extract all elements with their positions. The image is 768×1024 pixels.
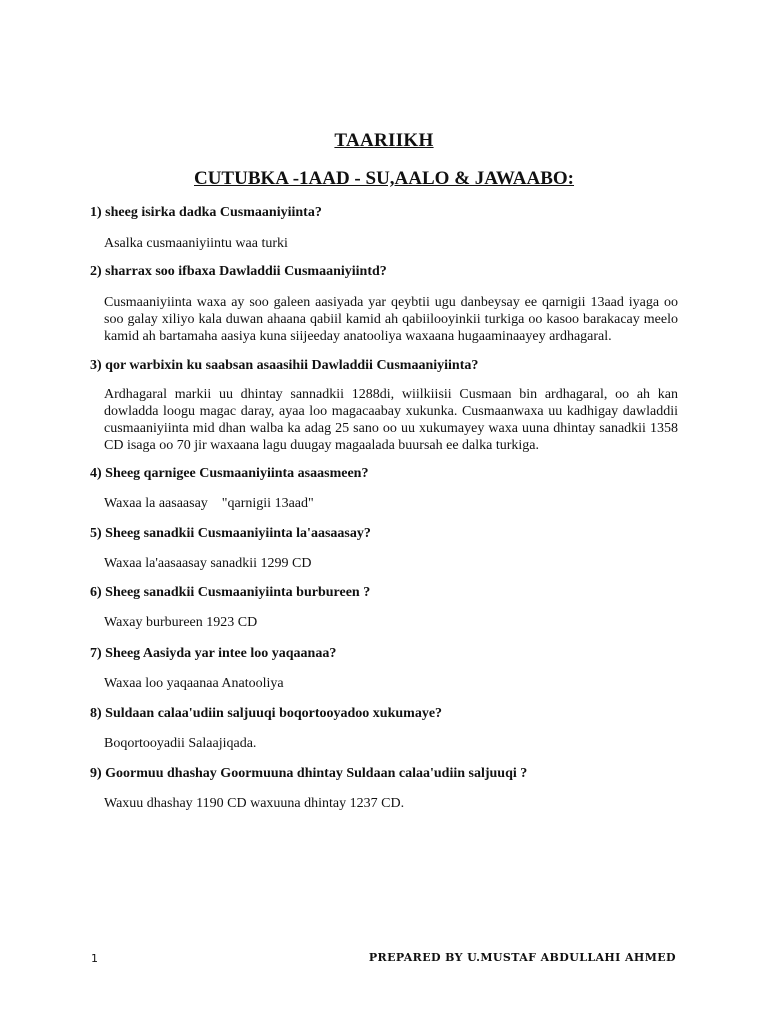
question-4: 4) Sheeg qarnigee Cusmaaniyiinta asaasmeen? <box>90 466 369 481</box>
chapter-heading: CUTUBKA -1AAD - SU,AALO & JAWAABO: <box>193 168 575 189</box>
answer-8: Boqortooyadii Salaajiqada. <box>104 736 257 751</box>
question-3: 3) qor warbixin ku saabsan asaasihii Dawladdii Cusmaaniyiinta? <box>90 358 479 373</box>
answer-1: Asalka cusmaaniyiintu waa turki <box>104 236 288 251</box>
answer-9: Waxuu dhashay 1190 CD waxuuna dhintay 1237 CD. <box>104 796 405 811</box>
answer-5: Waxaa la'aasaasay sanadkii 1299 CD <box>104 556 312 571</box>
question-8: 8) Suldaan calaa'udiin saljuuqi boqortooyadoo xukumaye? <box>90 706 443 721</box>
question-1: 1) sheeg isirka dadka Cusmaaniyiinta? <box>90 205 322 220</box>
page-number: 1 <box>91 952 98 965</box>
answer-4: Waxaa la aasaasay "qarnigii 13aad" <box>104 496 314 511</box>
question-7: 7) Sheeg Aasiyda yar intee loo yaqaanaa? <box>90 646 337 661</box>
answer-3: Ardhagaral markii uu dhintay sannadkii 1288di, wiilkiisii Cusmaan bin ardhagaral, oo ah kan dowladda loogu magac daray, ayaa loo magacaabay xukunka. Cusmaanwaxa uu kadhigay dawladdii cusmaaniyiinta mid dhan walba ka adag 25 sano oo uu xukumayey waxa uuna dhintay sanadkii 1358 CD isaga oo 70 jir waxaana lagu duugay magaalada buursah ee dalka turkiga. <box>104 387 678 453</box>
answer-6: Waxay burbureen 1923 CD <box>104 615 258 630</box>
answer-2: Cusmaaniyiinta waxa ay soo galeen aasiyada yar qeybtii ugu danbeysay ee qarnigii 13aad iyaga oo soo galay xiliyo kala duwan ahaana qabiil kamid ah qabiilooyinkii turkiga oo kasoo barakacay meelo kamid ah bartamaha aasiya kuna siijeeday anatooliya waxaana hugaaminaayey ardhagaral. <box>104 295 678 344</box>
question-6: 6) Sheeg sanadkii Cusmaaniyiinta burbureen ? <box>90 585 371 600</box>
document-title: TAARIIKH <box>334 130 434 151</box>
question-2: 2) sharrax soo ifbaxa Dawladdii Cusmaaniyiintd? <box>90 264 387 279</box>
prepared-by: PREPARED BY U.MUSTAF ABDULLAHI AHMED <box>368 951 676 964</box>
answer-7: Waxaa loo yaqaanaa Anatooliya <box>104 676 284 691</box>
question-5: 5) Sheeg sanadkii Cusmaaniyiinta la'aasaasay? <box>90 526 371 541</box>
qa-list <box>90 204 678 812</box>
question-9: 9) Goormuu dhashay Goormuuna dhintay Suldaan calaa'udiin saljuuqi ? <box>90 766 528 781</box>
